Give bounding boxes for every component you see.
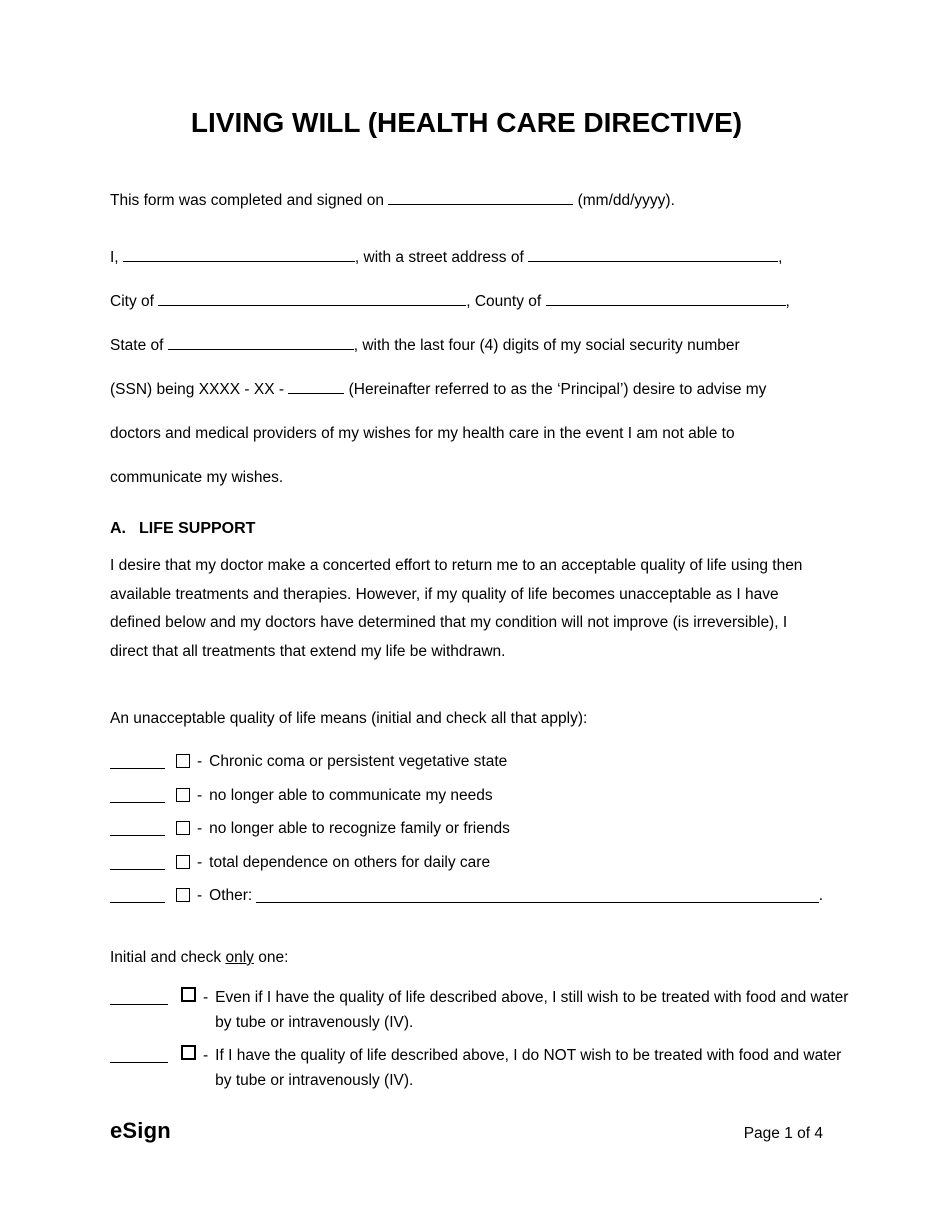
checklist-intro: An unacceptable quality of life means (initial and check all that apply): [110, 710, 588, 727]
fill-in-blank[interactable] [158, 292, 466, 306]
food-water-choice-list [110, 985, 849, 1093]
section-a-heading [110, 518, 823, 539]
page-footer [110, 1118, 823, 1144]
item-label: Even if I have the quality of life described above, I still wish to be treated with food and water by tube or intravenously (IV). [215, 989, 849, 1031]
line-text: , with a street address of [354, 248, 529, 266]
section-title: LIFE SUPPORT [139, 520, 256, 537]
date-line [110, 187, 823, 216]
initials-blank[interactable] [110, 985, 168, 1005]
checkbox-unchecked[interactable] [176, 855, 190, 869]
item-label: Chronic coma or persistent vegetative state [209, 753, 508, 770]
item-label: no longer able to recognize family or friends [209, 820, 510, 837]
checkbox-unchecked[interactable] [181, 1045, 196, 1060]
line-text: , [785, 292, 790, 310]
initials-blank[interactable] [110, 785, 165, 803]
fill-in-blank[interactable] [123, 248, 355, 262]
other-fill-in-blank[interactable] [256, 885, 818, 903]
underlined-word: only [225, 949, 254, 966]
document-title: LIVING WILL (HEALTH CARE DIRECTIVE) [190, 107, 743, 138]
identity-line [110, 288, 823, 317]
identity-line [110, 376, 823, 405]
dash-separator: - [197, 853, 203, 871]
section-letter: A. [110, 520, 126, 537]
fill-in-blank[interactable] [168, 336, 354, 350]
line-text: (mm/dd/yyyy). [573, 192, 675, 209]
dash-separator: - [203, 1047, 209, 1064]
line-text: communicate my wishes. [110, 468, 284, 486]
initials-blank[interactable] [110, 818, 165, 836]
line-text: This form was completed and signed on [110, 192, 389, 209]
line-text: , with the last four (4) digits of my social security number [353, 336, 740, 354]
unacceptable-quality-checklist [110, 751, 823, 906]
line-text: (Hereinafter referred to as the ‘Principal’) desire to advise my [344, 380, 767, 398]
trailing-period: . [818, 887, 823, 904]
dash-separator: - [197, 887, 203, 904]
item-label: no longer able to communicate my needs [209, 786, 493, 804]
line-text: , County of [466, 292, 546, 310]
checkbox-unchecked[interactable] [176, 754, 190, 768]
initials-blank[interactable] [110, 1043, 168, 1063]
page-indicator: Page 1 of 4 [743, 1125, 823, 1142]
initials-blank[interactable] [110, 852, 165, 870]
checklist-item-other [110, 885, 823, 906]
checklist-item-chronic-coma [110, 751, 823, 772]
life-support-paragraph: I desire that my doctor make a concerted effort to return me to an acceptable quality of life using then available treatments and therapies. However, if my quality of life becomes unacceptable as I have defined below and my doctors have determined that my condition will not improve (is irreversible), I direct that all treatments that extend my life be withdrawn. [110, 557, 803, 660]
dash-separator: - [197, 753, 203, 770]
line-text: City of [110, 292, 159, 310]
dash-separator: - [203, 989, 209, 1006]
checkbox-unchecked[interactable] [181, 987, 196, 1002]
intro-text: Initial and check [110, 949, 226, 966]
choice-item-wish-treated [110, 985, 850, 1035]
checklist-item-total-dependence [110, 852, 823, 873]
identity-line [110, 332, 823, 361]
identity-line [110, 244, 823, 273]
intro-text: one: [253, 949, 289, 966]
checkbox-unchecked[interactable] [176, 821, 190, 835]
single-choice-intro [110, 947, 823, 968]
dash-separator: - [197, 786, 203, 804]
identity-line [110, 464, 823, 493]
esign-logo: eSign [110, 1118, 171, 1143]
fill-in-blank[interactable] [388, 191, 573, 205]
item-label: Other: [209, 887, 253, 904]
checklist-item-communicate-needs [110, 785, 823, 806]
fill-in-blank[interactable] [288, 380, 344, 394]
checkbox-unchecked[interactable] [176, 888, 190, 902]
initials-blank[interactable] [110, 885, 165, 903]
choice-item-not-wish-treated [110, 1043, 850, 1093]
checklist-item-recognize-family [110, 818, 823, 839]
line-text: State of [110, 336, 168, 354]
line-text: (SSN) being XXXX - XX - [110, 380, 289, 398]
item-label: total dependence on others for daily care [209, 853, 491, 871]
checkbox-unchecked[interactable] [176, 788, 190, 802]
identity-line [110, 420, 823, 449]
fill-in-blank[interactable] [546, 292, 786, 306]
line-text: doctors and medical providers of my wishes for my health care in the event I am not able to [110, 424, 735, 442]
dash-separator: - [197, 820, 203, 837]
line-text: , [778, 248, 783, 266]
initials-blank[interactable] [110, 751, 165, 769]
identity-paragraph [110, 244, 823, 493]
fill-in-blank[interactable] [528, 248, 778, 262]
item-label: If I have the quality of life described above, I do NOT wish to be treated with food and water by tube or intravenously (IV). [215, 1047, 842, 1089]
line-text: I, [110, 248, 123, 266]
